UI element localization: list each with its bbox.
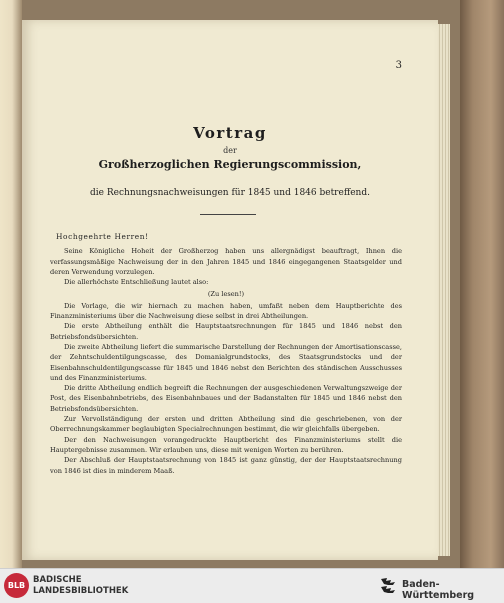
page-number: 3 xyxy=(395,60,402,71)
body-text xyxy=(50,232,402,476)
title-connector: der xyxy=(223,146,237,155)
paragraph: Seine Königliche Hoheit der Großherzog haben uns allergnädigst beauftragt, Ihnen die verfassungsmäßige Nachweisung der in den Jahren 1845 und 1846 eingegangenen Staatsgelder und deren Verwendung vorzulegen. xyxy=(50,247,402,276)
paragraph: Der Abschluß der Hauptstaatsrechnung von 1845 ist ganz günstig, der der Hauptstaatsrechnung von 1846 ist dies in minderem Maaß. xyxy=(50,456,402,475)
separator-rule xyxy=(200,214,256,215)
subject-line: die Rechnungsnachweisungen für 1845 und 1846 betreffend. xyxy=(90,188,370,198)
blb-library-name[interactable] xyxy=(33,575,128,597)
blb-name-line1: BADISCHE xyxy=(33,575,82,585)
paragraph: Zur Vervollständigung der ersten und dritten Abtheilung sind die geschriebenen, von der Oberrechnungskammer beglaubigten Specialrechnungen bestimmt, die wir gleichfalls übergeben. xyxy=(50,415,402,434)
baden-wuerttemberg-label[interactable]: Baden-Württemberg xyxy=(402,579,475,601)
paragraph: Die erste Abtheilung enthält die Hauptstaatsrechnungen für 1845 und 1846 nebst den Betriebsfondsübersichten. xyxy=(50,322,402,341)
paragraph: Die dritte Abtheilung endlich begreift die Rechnungen der ausgeschiedenen Verwaltungszweige der Post, des Eisenbahnbetriebs, des Eisenbahnbaues und der Badanstalten für 1845 und 1846 nebst den Betriebsfondsübersichten. xyxy=(50,384,402,413)
book-cover-right xyxy=(460,0,504,568)
baden-wuerttemberg-lions-icon xyxy=(378,575,398,597)
quote-line: (Zu lesen!) xyxy=(207,290,245,299)
paragraph: Der den Nachweisungen vorangedruckte Hauptbericht des Finanzministeriums stellt die Hauptergebnisse zusammen. Wir erlauben uns, diese mit wenigen Worten zu berühren. xyxy=(50,435,402,454)
document-title: Vortrag xyxy=(193,124,267,142)
viewer-footer xyxy=(0,568,504,603)
book-cover-left xyxy=(0,0,22,568)
paragraph: Die Vorlage, die wir hiernach zu machen haben, umfaßt neben dem Hauptberichte des Finanzministeriums über die Nachweisung diese selbst in drei Abtheilungen. xyxy=(50,301,402,321)
paragraph: Die zweite Abtheilung liefert die summarische Darstellung der Rechnungen der Amortisationscasse, der Zehntschuldentilgungscasse, des Domanialgrundstocks, des Staatsgrundstocks und der Eisenbahnschuldentilgungscasse für 1845 und 1846 nebst den Berichten des ständischen Ausschusses und des Finanzministeriums. xyxy=(50,342,402,382)
document-page xyxy=(22,20,438,560)
blb-name-line2: LANDESBIBLIOTHEK xyxy=(33,586,129,596)
greeting: Hochgeehrte Herren! xyxy=(56,232,149,241)
blb-logo-icon[interactable]: BLB xyxy=(4,573,29,598)
paragraph: Die allerhöchste Entschließung lautet also: xyxy=(64,278,209,287)
commission-heading: Großherzoglichen Regierungscommission, xyxy=(98,158,362,171)
